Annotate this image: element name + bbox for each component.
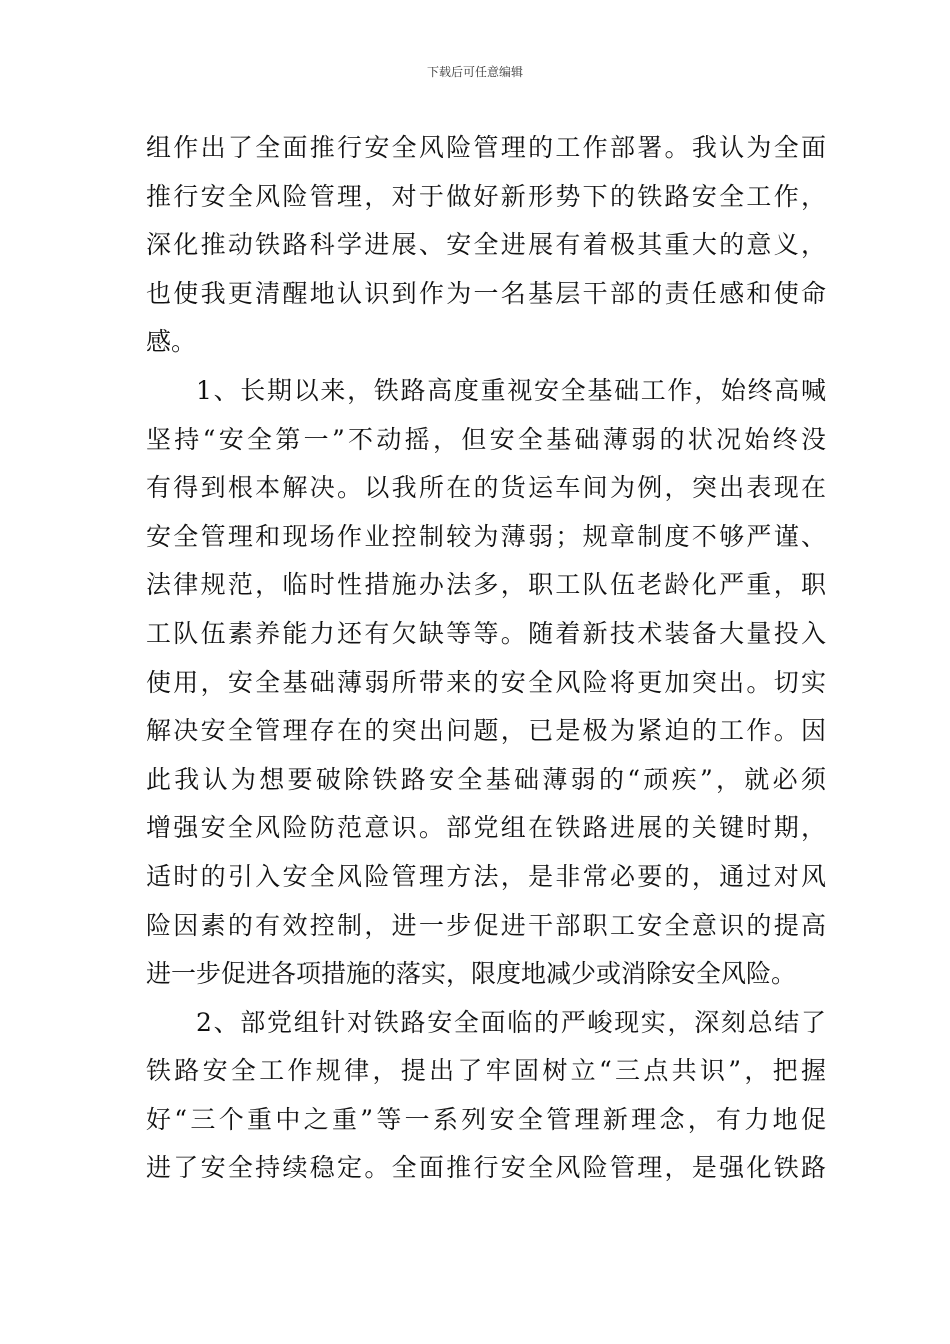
text-line: 增强安全风险防范意识。部党组在铁路进展的关键时期， xyxy=(146,813,826,843)
text-line: 适时的引入安全风险管理方法，是非常必要的，通过对风 xyxy=(146,861,826,891)
text-line: 法律规范，临时性措施办法多，职工队伍老龄化严重，职 xyxy=(146,570,826,600)
text-line: 1、长期以来，铁路高度重视安全基础工作，始终高喊 xyxy=(196,375,826,405)
text-line: 推行安全风险管理，对于做好新形势下的铁路安全工作， xyxy=(146,181,826,211)
text-line: 险因素的有效控制，进一步促进干部职工安全意识的提高 xyxy=(146,910,826,940)
text-line: 2、部党组针对铁路安全面临的严峻现实，深刻总结了 xyxy=(196,1007,826,1037)
text-line: 感。 xyxy=(146,327,197,357)
paragraph xyxy=(146,367,826,999)
text-line: 进了安全持续稳定。全面推行安全风险管理，是强化铁路 xyxy=(146,1153,826,1183)
document-body xyxy=(146,124,826,1193)
text-line: 使用，安全基础薄弱所带来的安全风险将更加突出。切实 xyxy=(146,667,826,697)
text-line: 坚持“安全第一”不动摇，但安全基础薄弱的状况始终没 xyxy=(146,424,826,454)
text-line: 深化推动铁路科学进展、安全进展有着极其重大的意义， xyxy=(146,230,826,260)
text-line: 此我认为想要破除铁路安全基础薄弱的“顽疾”，就必须 xyxy=(146,764,826,794)
text-line: 铁路安全工作规律，提出了牢固树立“三点共识”，把握 xyxy=(146,1056,826,1086)
text-line: 组作出了全面推行安全风险管理的工作部署。我认为全面 xyxy=(146,133,826,162)
text-line: 进一步促进各项措施的落实，限度地减少或消除安全风险。 xyxy=(146,959,797,989)
text-line: 安全管理和现场作业控制较为薄弱；规章制度不够严谨、 xyxy=(146,521,826,551)
page-header: 下载后可任意编辑 xyxy=(426,65,523,79)
text-line: 有得到根本解决。以我所在的货运车间为例，突出表现在 xyxy=(146,473,826,503)
text-line: 好“三个重中之重”等一系列安全管理新理念，有力地促 xyxy=(146,1104,826,1134)
text-line: 解决安全管理存在的突出问题，已是极为紧迫的工作。因 xyxy=(146,716,826,746)
text-line: 也使我更清醒地认识到作为一名基层干部的责任感和使命 xyxy=(146,278,826,308)
text-line: 工队伍素养能力还有欠缺等等。随着新技术装备大量投入 xyxy=(146,618,826,648)
paragraph xyxy=(146,999,826,1193)
paragraph xyxy=(146,124,826,367)
